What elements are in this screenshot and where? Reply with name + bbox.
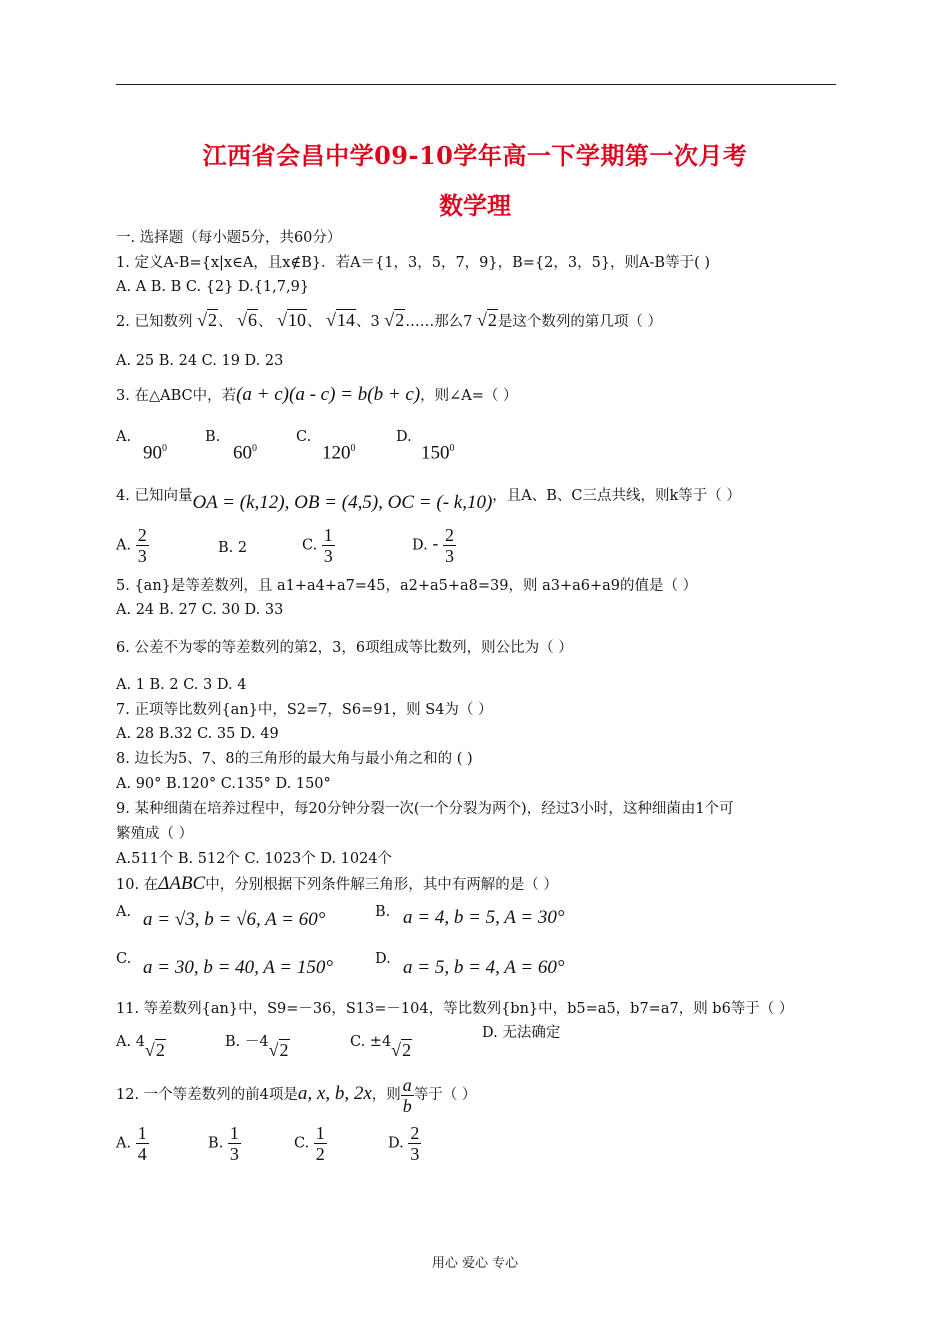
q11-option-c: C. ±4√2: [350, 1034, 412, 1060]
q10-option-d: a = 5, b = 4, A = 60°: [403, 957, 565, 978]
q6-options: A. 1 B. 2 C. 3 D. 4: [116, 677, 247, 693]
q11-option-d: D. 无法确定: [482, 1025, 561, 1041]
q2-options: A. 25 B. 24 C. 19 D. 23: [116, 353, 284, 369]
q12-text: 12. 一个等差数列的前4项是a, x, b, 2x，则 $\frac{a}{b}$ 等于（ ）: [116, 1074, 477, 1116]
q3-option-b-label: B.: [205, 429, 221, 445]
q3-equation: (a + c)(a - c) = b(b + c): [236, 384, 421, 405]
q4-option-b: B. 2: [218, 540, 248, 556]
q10-option-c: a = 30, b = 40, A = 150°: [143, 957, 333, 978]
q4-option-a: A. $\frac{2}{3}$: [116, 525, 147, 566]
q3-option-d: $150^0$: [421, 442, 455, 464]
q6-text: 6. 公差不为零的等差数列的第2，3，6项组成等比数列，则公比为（ ）: [116, 640, 573, 656]
sqrt-6: √6: [237, 310, 257, 330]
q12-option-b: B. $\frac{1}{3}$: [208, 1123, 239, 1164]
fraction-2-3-neg: $\frac{2}{3}$: [445, 525, 455, 566]
q12-option-d: D. $\frac{2}{3}$: [388, 1123, 420, 1164]
q12-terms: a, x, b, 2x: [297, 1083, 372, 1104]
q2-text: 2. 已知数列 √2、 √6、 √10、 √14、3 √2……那么7 √2是这个数列的第几项（ ）: [116, 305, 662, 337]
q2-lead: 2. 已知数列: [116, 314, 193, 330]
sqrt-2c: √2: [477, 310, 497, 330]
q3-option-a-label: A.: [116, 429, 132, 445]
sqrt-10: √10: [277, 310, 306, 330]
fraction-1-2: $\frac{1}{2}$: [315, 1123, 325, 1164]
q9-line1: 9. 某种细菌在培养过程中，每20分钟分裂一次(一个分裂为两个)，经过3小时，这种细菌由1个可: [116, 801, 734, 817]
q11-option-b: B. －4√2: [225, 1034, 289, 1060]
sqrt-14: √14: [326, 310, 355, 330]
fraction-a-b: $\frac{a}{b}$: [402, 1074, 412, 1116]
q3-option-a: $90^0$: [143, 442, 167, 464]
q3-option-c: $120^0$: [322, 442, 356, 464]
q10-option-a-label: A.: [116, 904, 132, 920]
q5-options: A. 24 B. 27 C. 30 D. 33: [116, 602, 284, 618]
sqrt-2: √2: [197, 310, 217, 330]
q8-options: A. 90° B.120° C.135° D. 150°: [116, 776, 331, 792]
header-rule: [116, 84, 836, 85]
q3-option-d-label: D.: [396, 429, 412, 445]
q3-text: 3. 在△ABC中，若(a + c)(a - c) = b(b + c)，则∠A=（ ）: [116, 384, 518, 405]
q4-option-c: C. $\frac{1}{3}$: [302, 525, 333, 566]
page-title: 江西省会昌中学09-10学年高一下学期第一次月考: [202, 141, 748, 170]
q1-text: 1. 定义A-B={x|x∈A，且x∉B}．若A＝{1，3，5，7，9}，B={2，3，5}，则A-B等于( ): [116, 255, 711, 271]
q4-vectors: OA = (k,12), OB = (4,5), OC = (- k,10): [192, 492, 493, 513]
fraction-2-3: $\frac{2}{3}$: [137, 525, 147, 566]
section-heading: 一. 选择题（每小题5分，共60分）: [116, 230, 342, 246]
fraction-1-4: $\frac{1}{4}$: [137, 1123, 147, 1164]
fraction-2-3b: $\frac{2}{3}$: [410, 1123, 420, 1164]
q9-options: A.511个 B. 512个 C. 1023个 D. 1024个: [116, 851, 393, 867]
q5-text: 5. {an}是等差数列，且 a1+a4+a7=45，a2+a5+a8=39，则 a3+a6+a9的值是（ ）: [116, 578, 698, 594]
q7-options: A. 28 B.32 C. 35 D. 49: [116, 726, 279, 742]
q10-option-b-label: B.: [375, 904, 391, 920]
q1-options: A. A B. B C. {2} D.{1,7,9}: [116, 279, 310, 295]
page-footer: 用心 爱心 专心: [431, 1256, 519, 1271]
q7-text: 7. 正项等比数列{an}中，S2=7，S6=91，则 S4为（ ）: [116, 702, 493, 718]
q3-option-c-label: C.: [296, 429, 312, 445]
sqrt-2b: √2: [384, 310, 405, 330]
q3-option-b: $60^0$: [233, 442, 257, 464]
q10-text: 10. 在ΔABC中，分别根据下列条件解三角形，其中有两解的是（ ）: [116, 873, 558, 894]
q11-text: 11. 等差数列{an}中，S9=－36，S13=－104，等比数列{bn}中，b5=a5，b7=a7，则 b6等于（ ）: [116, 1001, 794, 1017]
q12-option-a: A. $\frac{1}{4}$: [116, 1123, 147, 1164]
fraction-1-3: $\frac{1}{3}$: [323, 525, 333, 566]
fraction-1-3b: $\frac{1}{3}$: [229, 1123, 239, 1164]
q8-text: 8. 边长为5、7、8的三角形的最大角与最小角之和的 ( ): [116, 751, 473, 767]
q12-option-c: C. $\frac{1}{2}$: [294, 1123, 325, 1164]
q11-option-a: A. 4√2: [116, 1034, 165, 1060]
q10-triangle: ΔABC: [158, 873, 206, 894]
q10-option-d-label: D.: [375, 951, 391, 967]
q10-option-a: a = √3, b = √6, A = 60°: [143, 909, 326, 930]
page-subtitle: 数学理: [439, 191, 511, 220]
q4-text: 4. 已知向量OA = (k,12), OB = (4,5), OC = (- k,10)，且A、B、C三点共线，则k等于（ ）: [116, 488, 741, 513]
q10-option-b: a = 4, b = 5, A = 30°: [403, 907, 565, 928]
q9-line2: 繁殖成（ ）: [116, 826, 194, 842]
q4-option-d: D. - $\frac{2}{3}$: [412, 525, 455, 566]
q10-option-c-label: C.: [116, 951, 132, 967]
